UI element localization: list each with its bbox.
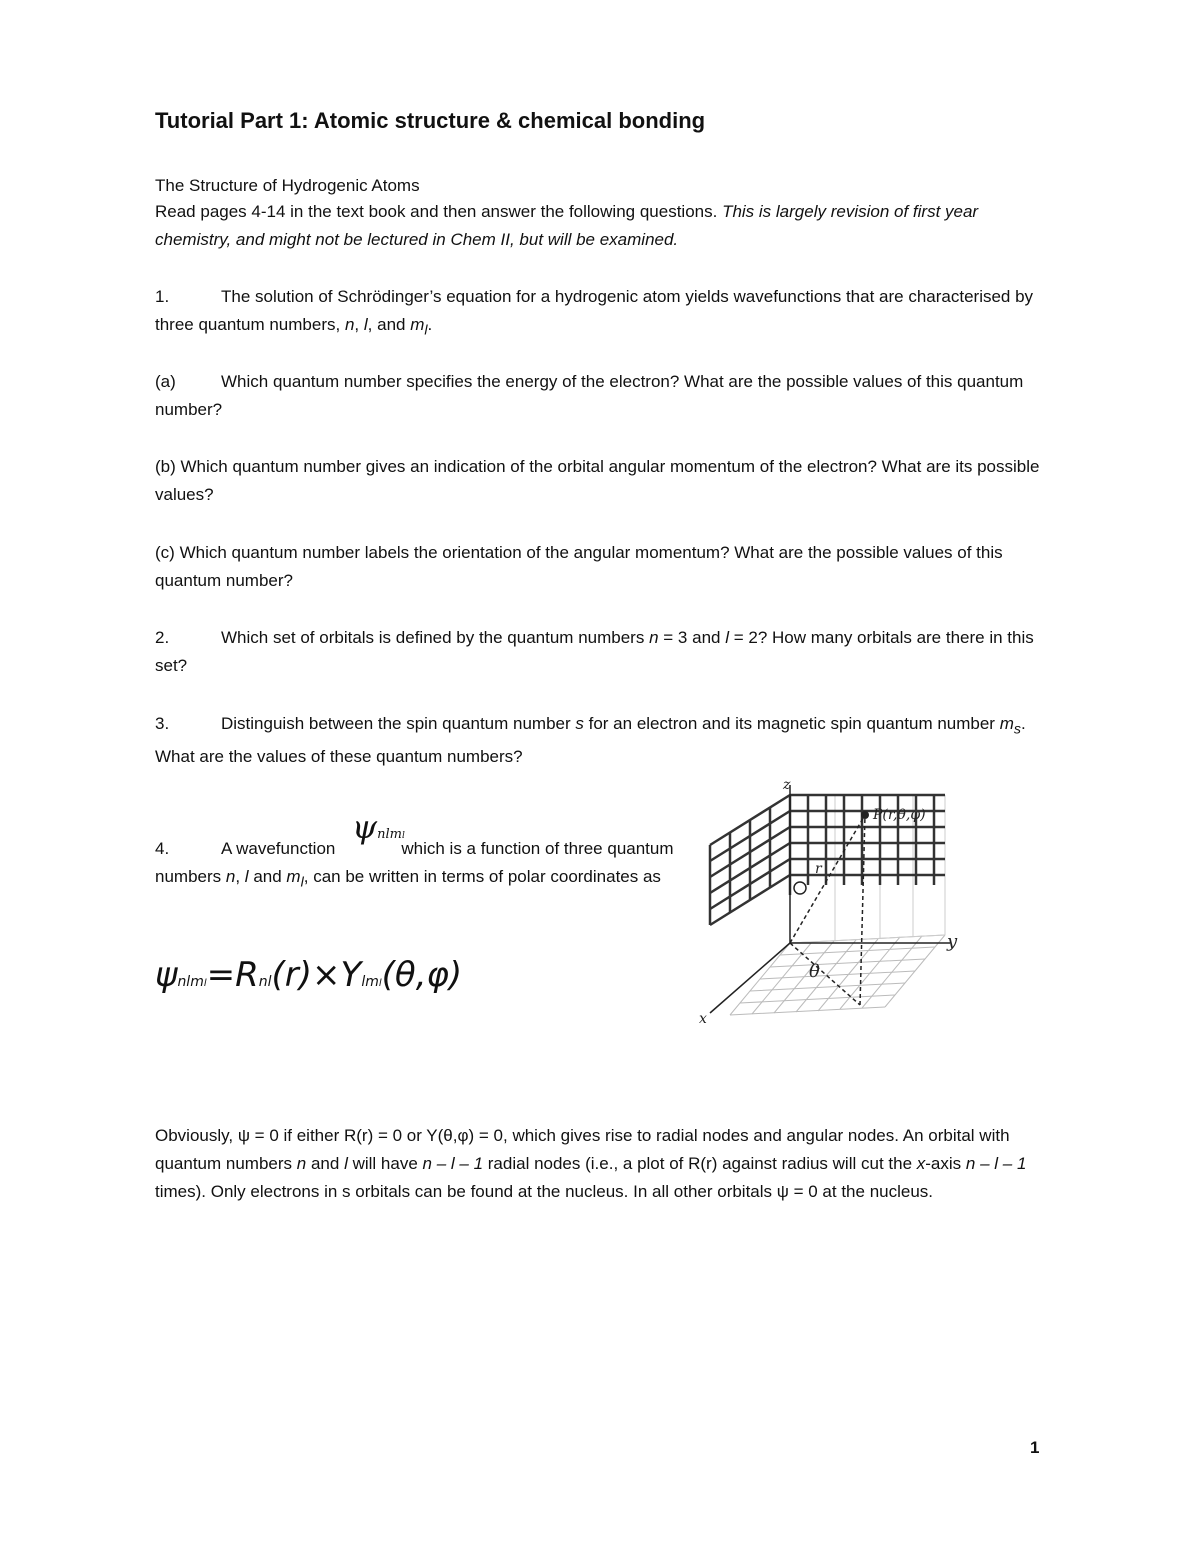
question-text: Distinguish between the spin quantum number: [221, 714, 571, 733]
eq-R: R: [235, 955, 259, 995]
obv-x: x: [916, 1154, 926, 1173]
intro-text: Read pages 4-14 in the text book and then answer the following questions.: [155, 202, 718, 221]
point-label: P(r,θ,φ): [873, 807, 926, 823]
question-1b: [155, 453, 1045, 509]
question-1: 1. The solution of Schrödinger’s equation for a hydrogenic atom yields wavefunctions that are characterised by three quantum numbers, n, l, and $m_l$.: [155, 283, 1045, 344]
question-text-2: which is a function of three quantum numbers: [155, 839, 674, 886]
question-2: [155, 624, 1045, 680]
question-text-2: for an electron and its magnetic spin quantum number: [588, 714, 995, 733]
var-l: l: [725, 628, 729, 647]
var-n: n: [649, 628, 659, 647]
obv-text: Obviously, ψ = 0 if either R(r) = 0 or Y(θ,φ) = 0, which gives rise to radial nodes and angular nodes. An orbital with quantum numbers: [155, 1126, 1010, 1173]
obv-axis: -axis: [925, 1154, 962, 1173]
question-number: 2.: [155, 628, 170, 647]
obv-expression-2: n – l – 1: [965, 1154, 1027, 1173]
question-text: Which quantum number labels the orientation of the angular momentum? What are the possible values of this quantum number?: [155, 543, 1003, 590]
psi-glyph: ψ: [352, 808, 378, 846]
var-ml: m: [410, 315, 425, 334]
eq-psi: ψ: [155, 955, 178, 995]
var-ml: m: [286, 867, 301, 886]
question-4: 4. A wavefunction which is a function of three quantum numbers n, l and $m_l$, can be written in terms of polar coordinates as: [155, 835, 685, 896]
point-P: [861, 811, 869, 819]
floor-grid: [730, 935, 945, 1015]
var-n: n: [344, 315, 355, 334]
obv-will: will have: [352, 1154, 418, 1173]
eq-Y: Y: [340, 955, 362, 995]
question-label: (b): [155, 457, 176, 476]
question-number: 3.: [155, 714, 170, 733]
question-text: Which set of orbitals is defined by the quantum numbers: [221, 628, 645, 647]
question-label: (a): [155, 372, 176, 391]
question-text-3: . What are the values of these quantum numbers?: [155, 714, 1026, 767]
polar-coordinates-figure: [695, 775, 975, 1030]
x-axis-label: x: [699, 1011, 707, 1027]
r-label: r: [815, 861, 822, 877]
page-number: 1: [1030, 1438, 1040, 1457]
eq-angles: (θ,φ): [381, 955, 463, 995]
question-1c: [155, 539, 1045, 595]
eq-Y-subsub: l: [378, 978, 382, 989]
question-1a: [155, 368, 1045, 424]
question-text: A wavefunction: [221, 839, 336, 858]
question-text: The solution of Schrödinger’s equation for a hydrogenic atom yields wavefunctions that are characterised by three quantum numbers,: [155, 287, 1034, 334]
intro-paragraph: [155, 198, 1045, 254]
section-heading: The Structure of Hydrogenic Atoms: [155, 176, 420, 195]
question-number: 1.: [155, 287, 170, 306]
question-3: [155, 710, 1045, 771]
eq-psi-sub: nlm: [177, 974, 204, 990]
left-wall-grid: [710, 795, 790, 925]
angle-phi-marker: [794, 882, 806, 894]
eq-psi-subsub: l: [203, 978, 207, 989]
word-and: and: [253, 867, 282, 886]
var-ms-sub: s: [1013, 721, 1021, 738]
obv-var-n: n: [296, 1154, 307, 1173]
page-title: Tutorial Part 1: Atomic structure & chemical bonding: [155, 108, 706, 133]
var-ms: m: [999, 714, 1014, 733]
obv-mid: radial nodes (i.e., a plot of R(r) against radius will cut the: [487, 1154, 913, 1173]
question-number: 4.: [155, 839, 170, 858]
question-text: Which quantum number gives an indication of the orbital angular momentum of the electron? What are its possible values?: [155, 457, 1040, 504]
question-text-eq1: = 3 and: [663, 628, 721, 647]
obv-var-l: l: [344, 1154, 348, 1173]
eq-equals: =: [206, 955, 236, 995]
obv-end: times). Only electrons in s orbitals can be found at the nucleus. In all other orbitals ψ = 0 at the nucleus.: [155, 1182, 934, 1201]
var-ml-sub: l: [300, 874, 304, 891]
obv-expression: n – l – 1: [422, 1154, 484, 1173]
question-text: Which quantum number specifies the energy of the electron? What are the possible values of this quantum number?: [155, 372, 1024, 419]
question-label: (c): [155, 543, 175, 562]
eq-R-sub: nl: [258, 974, 272, 990]
obviously-paragraph: [155, 1122, 1045, 1206]
var-l: l: [244, 867, 249, 886]
eq-r-arg: (r): [271, 955, 313, 995]
word-and: and: [377, 315, 406, 334]
obv-and: and: [310, 1154, 340, 1173]
question-text-eq2: = 2? How many orbitals are there in this set?: [155, 628, 1034, 675]
wavefunction-equation: [155, 950, 485, 1010]
eq-times: ×: [312, 955, 341, 995]
z-axis-label: z: [783, 777, 791, 793]
var-ml-sub: l: [424, 322, 428, 339]
theta-label: θ: [809, 961, 820, 982]
eq-Y-sub: lm: [361, 974, 379, 990]
var-s: s: [575, 714, 584, 733]
var-l: l: [363, 315, 368, 334]
y-axis-label: y: [947, 931, 958, 952]
intro-italic-text: This is largely revision of first year chemistry, and might not be lectured in Chem II, but will be examined.: [155, 202, 979, 249]
psi-subsub: l: [401, 831, 405, 841]
question-text-3: , can be written in terms of polar coordinates as: [303, 867, 661, 886]
question-end: .: [427, 315, 433, 334]
var-n: n: [225, 867, 236, 886]
psi-sub: nlm: [377, 827, 402, 842]
